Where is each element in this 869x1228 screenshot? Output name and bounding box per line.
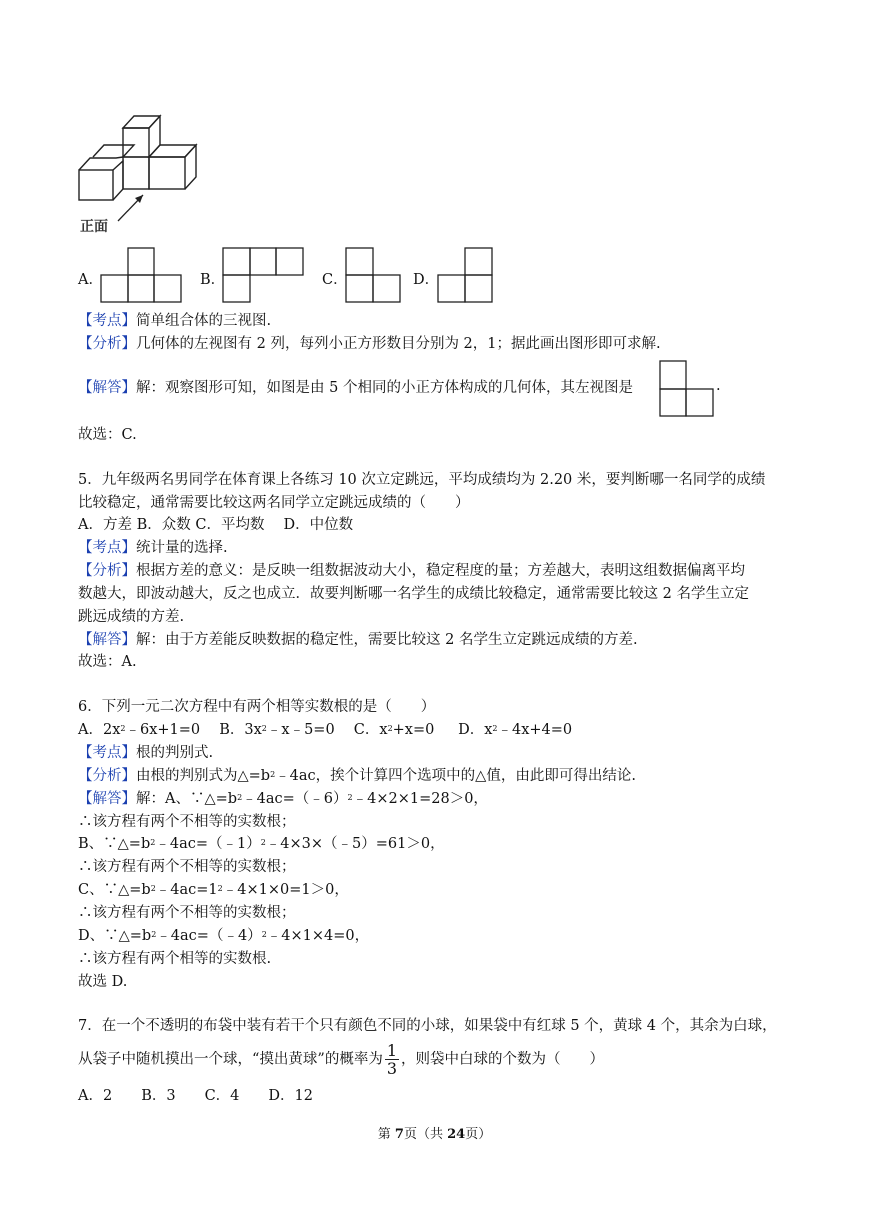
q7-stem-1: 7．在一个不透明的布袋中装有若干个只有颜色不同的小球，如果袋中有红球 5 个，黄球 4 个，其余为白球，	[78, 1018, 777, 1034]
jieda-tag: 【解答】	[78, 380, 136, 396]
q6-jieda-b: B、$\because\triangle=b^2﹣4ac=(﹣1)^2﹣4\times 3\times(﹣5)=61>0$，	[78, 836, 445, 852]
q4-jieda: 【解答】解：观察图形可知，如图是由 5 个相同的小正方体构成的几何体，其左视图是	[78, 380, 633, 396]
cube-figure	[76, 113, 206, 223]
left-view-answer	[659, 360, 715, 418]
q5-stem-1: 5．九年级两名男同学在体育课上各练习 10 次立定跳远，平均成绩均为 2.20 米，要判断哪一名同学的成绩	[78, 472, 766, 488]
q5-fenxi-3: 跳远成绩的方差.	[78, 609, 185, 625]
q7-options: A．2 B．3 C．4 D．12	[78, 1088, 313, 1104]
q4-fenxi: 【分析】几何体的左视图有 2 列，每列小正方形数目分别为 2，1；据此画出图形即可求解.	[78, 336, 661, 352]
option-c-view	[345, 247, 403, 303]
q6-jieda-a: 【解答】解：A、$\because\triangle=b^2﹣4ac=(﹣6)^2﹣4\times 2\times 1=28>0$，	[78, 791, 488, 807]
page-footer: 第 7页（共 24页）	[377, 1127, 492, 1142]
q4-option-a-label: A．	[78, 272, 103, 288]
q5-options: A．方差 B．众数 C．平均数 D．中位数	[78, 517, 354, 533]
q6-options: A．$2x^2﹣6x+1=0$ B．$3x^2﹣x﹣5=0$ C．$x^2+x=0$ D．$x^2﹣4x+4=0$	[78, 722, 573, 738]
q6-jieda-d: D、$\because\triangle=b^2﹣4ac=(﹣4)^2﹣4\times 1\times 4=0$，	[78, 928, 370, 944]
q6-jieda-c: C、$\because\triangle=b^2﹣4ac=1^2﹣4\times 1\times 0=1>0$，	[78, 882, 349, 898]
q6-fenxi: 【分析】由根的判别式为$\triangle=b^2﹣4ac$，挨个计算四个选项中的△值，由此即可得出结论.	[78, 768, 636, 784]
q6-conc-c: ∴该方程有两个不相等的实数根；	[78, 905, 296, 921]
q6-answer: 故选 D.	[78, 974, 128, 990]
q6-stem: 6．下列一元二次方程中有两个相等实数根的是（ ）	[78, 699, 436, 715]
kaodian-tag: 【考点】	[78, 540, 136, 556]
option-a-view	[100, 247, 184, 303]
q6-conc-d: ∴该方程有两个相等的实数根.	[78, 951, 272, 967]
q6-conc-b: ∴该方程有两个不相等的实数根；	[78, 859, 296, 875]
q6-conc-a: ∴该方程有两个不相等的实数根；	[78, 814, 296, 830]
option-d-view	[437, 247, 495, 303]
q4-option-d-label: D．	[413, 272, 440, 288]
probability-fraction: $\frac{1}{3}$	[386, 1041, 398, 1078]
q5-fenxi-2: 数越大，即波动越大，反之也成立．故要判断哪一名学生的成绩比较稳定，通常需要比较这 2 名学生立定	[78, 586, 749, 602]
jieda-tag: 【解答】	[78, 791, 136, 807]
q4-option-b-label: B．	[200, 272, 226, 288]
q5-fenxi-1: 【分析】根据方差的意义：是反映一组数据波动大小，稳定程度的量；方差越大，表明这组数据偏离平均	[78, 563, 745, 579]
q5-answer: 故选：A.	[78, 654, 137, 670]
kaodian-tag: 【考点】	[78, 313, 136, 329]
fenxi-tag: 【分析】	[78, 563, 136, 579]
front-label: 正面	[80, 219, 108, 235]
q4-answer: 故选：C.	[78, 427, 137, 443]
q4-jieda-end: .	[716, 378, 721, 394]
q4-option-c-label: C．	[322, 272, 348, 288]
fenxi-tag: 【分析】	[78, 768, 136, 784]
jieda-tag: 【解答】	[78, 632, 136, 648]
q5-kaodian: 【考点】统计量的选择.	[78, 540, 228, 556]
q6-kaodian: 【考点】根的判别式.	[78, 745, 214, 761]
q4-kaodian: 【考点】简单组合体的三视图.	[78, 313, 272, 329]
q7-stem-2: 从袋子中随机摸出一个球，“摸出黄球”的概率为 $\frac{1}{3}$ ，则袋中白球的个数为（ ）	[78, 1041, 605, 1078]
fenxi-tag: 【分析】	[78, 336, 136, 352]
q5-jieda: 【解答】解：由于方差能反映数据的稳定性，需要比较这 2 名学生立定跳远成绩的方差.	[78, 632, 638, 648]
kaodian-tag: 【考点】	[78, 745, 136, 761]
q5-stem-2: 比较稳定，通常需要比较这两名同学立定跳远成绩的（ ）	[78, 495, 470, 511]
option-b-view	[222, 247, 306, 303]
